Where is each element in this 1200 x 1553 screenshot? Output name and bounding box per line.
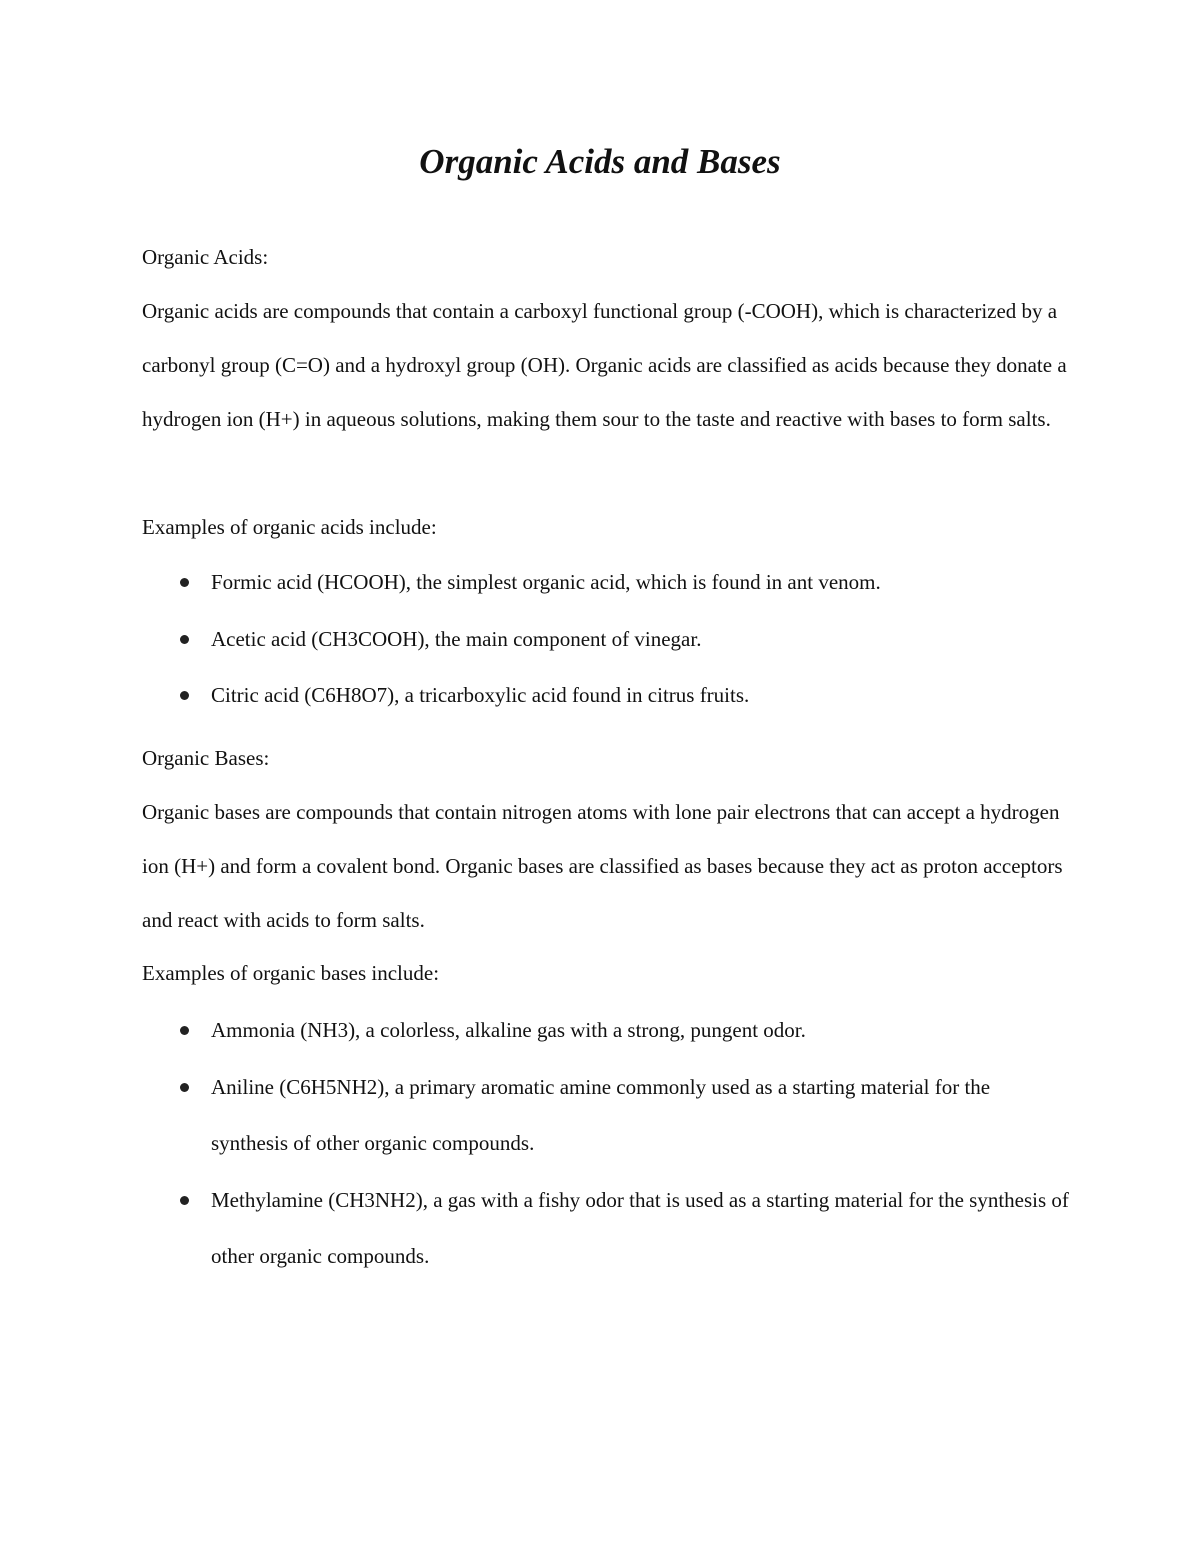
list-item	[142, 554, 1072, 611]
list-item-text: Methylamine (CH3NH2), a gas with a fishy odor that is used as a starting material for the synthesis of other organic compounds.	[211, 1187, 1069, 1268]
acids-examples-list	[142, 554, 1072, 724]
bullet-icon	[180, 578, 189, 587]
acids-heading: Organic Acids:	[142, 245, 269, 269]
list-item	[142, 1059, 1072, 1172]
list-item-text: Citric acid (C6H8O7), a tricarboxylic acid found in citrus fruits.	[211, 683, 750, 707]
list-item-text: Ammonia (NH3), a colorless, alkaline gas with a strong, pungent odor.	[211, 1018, 806, 1042]
bullet-icon	[180, 691, 189, 700]
list-item-text: Formic acid (HCOOH), the simplest organic acid, which is found in ant venom.	[211, 570, 881, 594]
bullet-icon	[180, 1026, 189, 1035]
bases-examples-list	[142, 1002, 1072, 1285]
list-item-text: Acetic acid (CH3COOH), the main component of vinegar.	[211, 626, 702, 651]
acids-examples-intro: Examples of organic acids include:	[142, 515, 437, 539]
page-title: Organic Acids and Bases	[419, 142, 781, 181]
list-item-text: Aniline (C6H5NH2), a primary aromatic amine commonly used as a starting material for the synthesis of other organic compounds.	[211, 1074, 991, 1155]
list-item	[142, 1002, 1072, 1059]
list-item	[142, 667, 1072, 724]
bases-examples-intro: Examples of organic bases include:	[142, 961, 440, 985]
bases-paragraph: Organic bases are compounds that contain nitrogen atoms with lone pair electrons that can accept a hydrogen ion (H+) and form a covalent bond. Organic bases are classified as bases because they act as proton acceptors and react with acids to form salts.	[142, 800, 1063, 932]
bases-heading: Organic Bases:	[142, 746, 270, 770]
list-item	[142, 611, 1072, 668]
bullet-icon	[180, 1196, 189, 1205]
bullet-icon	[180, 635, 189, 644]
acids-paragraph: Organic acids are compounds that contain a carboxyl functional group (-COOH), which is characterized by a carbonyl group (C=O) and a hydroxyl group (OH). Organic acids are classified as acids because they donate a hydrogen ion (H+) in aqueous solutions, making them sour to the taste and reactive with bases to form salts.	[142, 299, 1067, 431]
list-item	[142, 1172, 1072, 1285]
bullet-icon	[180, 1083, 189, 1092]
